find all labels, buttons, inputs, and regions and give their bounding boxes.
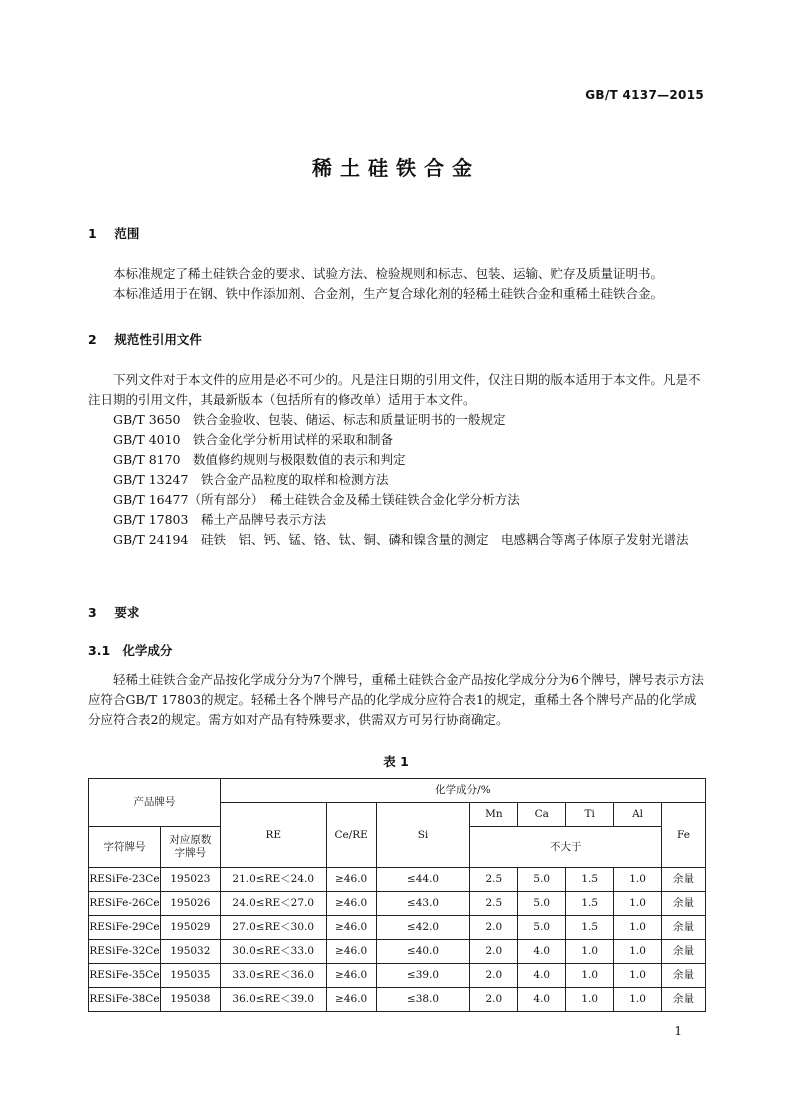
reference-item: GB/T 16477（所有部分） 稀土硅铁合金及稀土镁硅铁合金化学分析方法: [113, 492, 520, 507]
cell-ce-re: ≥46.0: [326, 868, 376, 892]
cell-al: 1.0: [614, 892, 662, 916]
reference-item: GB/T 4010 铁合金化学分析用试样的采取和制备: [113, 432, 394, 447]
cell-ti: 1.5: [566, 916, 614, 940]
table-row: [89, 892, 706, 916]
table-row: [89, 940, 706, 964]
subsection-number: 3.1: [88, 643, 111, 658]
cell-fe: 余量: [662, 916, 706, 940]
header-si: Si: [376, 803, 470, 868]
cell-mn: 2.0: [470, 964, 518, 988]
table-caption: 表 1: [383, 754, 409, 769]
header-ca: Ca: [518, 803, 566, 827]
cell-re: 30.0≤RE＜33.0: [220, 940, 326, 964]
cell-ti: 1.0: [566, 988, 614, 1012]
cell-char-grade: RESiFe-35Ce: [89, 964, 161, 988]
reference-item: GB/T 13247 铁合金产品粒度的取样和检测方法: [113, 472, 389, 487]
cell-ca: 5.0: [518, 868, 566, 892]
cell-fe: 余量: [662, 868, 706, 892]
cell-mn: 2.5: [470, 892, 518, 916]
section-2-body: [88, 370, 706, 550]
cell-re: 33.0≤RE＜36.0: [220, 964, 326, 988]
cell-ca: 5.0: [518, 892, 566, 916]
cell-mn: 2.0: [470, 940, 518, 964]
cell-ti: 1.5: [566, 892, 614, 916]
cell-si: ≤39.0: [376, 964, 470, 988]
cell-si: ≤43.0: [376, 892, 470, 916]
header-re: RE: [220, 803, 326, 868]
standard-number: GB/T 4137—2015: [585, 88, 704, 102]
reference-item: GB/T 17803 稀土产品牌号表示方法: [113, 512, 326, 527]
cell-ce-re: ≥46.0: [326, 916, 376, 940]
table-row: [89, 916, 706, 940]
cell-char-grade: RESiFe-26Ce: [89, 892, 161, 916]
cell-char-grade: RESiFe-23Ce: [89, 868, 161, 892]
cell-digit-grade: 195032: [160, 940, 220, 964]
cell-al: 1.0: [614, 868, 662, 892]
paragraph: 轻稀土硅铁合金产品按化学成分分为7个牌号，重稀土硅铁合金产品按化学成分分为6个牌号，牌号表示方法应符合GB/T 17803的规定。轻稀土各个牌号产品的化学成分应符合表1的规定，重稀土各个牌号产品的化学成分应符合表2的规定。需方如对产品有特殊要求，供需双方可另行协商确定。: [88, 672, 704, 727]
cell-ti: 1.5: [566, 868, 614, 892]
header-mn: Mn: [470, 803, 518, 827]
reference-item: GB/T 8170 数值修约规则与极限数值的表示和判定: [113, 452, 406, 467]
cell-re: 21.0≤RE＜24.0: [220, 868, 326, 892]
section-number: 3: [88, 605, 97, 620]
cell-si: ≤44.0: [376, 868, 470, 892]
section-number: 1: [88, 226, 97, 241]
cell-fe: 余量: [662, 940, 706, 964]
section-title: 范围: [114, 226, 140, 241]
chemical-composition-table: [88, 778, 706, 1012]
cell-ti: 1.0: [566, 940, 614, 964]
cell-ce-re: ≥46.0: [326, 892, 376, 916]
cell-digit-grade: 195023: [160, 868, 220, 892]
cell-ti: 1.0: [566, 964, 614, 988]
section-3-1-body: [88, 670, 706, 730]
cell-digit-grade: 195035: [160, 964, 220, 988]
header-ce-re: Ce/RE: [326, 803, 376, 868]
header-not-more-than: 不大于: [470, 827, 662, 868]
cell-re: 27.0≤RE＜30.0: [220, 916, 326, 940]
cell-fe: 余量: [662, 988, 706, 1012]
header-digit-grade: 对应原数字牌号: [160, 827, 220, 868]
table-row: [89, 964, 706, 988]
header-fe: Fe: [662, 803, 706, 868]
table-row: [89, 988, 706, 1012]
header-ti: Ti: [566, 803, 614, 827]
section-1-body: [88, 264, 706, 304]
table-row: [89, 868, 706, 892]
paragraph: 本标准适用于在钢、铁中作添加剂、合金剂，生产复合球化剂的轻稀土硅铁合金和重稀土硅铁合金。: [113, 286, 664, 301]
cell-si: ≤40.0: [376, 940, 470, 964]
paragraph: 本标准规定了稀土硅铁合金的要求、试验方法、检验规则和标志、包装、运输、贮存及质量证明书。: [113, 266, 664, 281]
cell-mn: 2.0: [470, 916, 518, 940]
cell-digit-grade: 195026: [160, 892, 220, 916]
cell-si: ≤42.0: [376, 916, 470, 940]
cell-si: ≤38.0: [376, 988, 470, 1012]
cell-ce-re: ≥46.0: [326, 988, 376, 1012]
document-title: 稀土硅铁合金: [312, 156, 480, 180]
cell-ca: 4.0: [518, 964, 566, 988]
cell-re: 24.0≤RE＜27.0: [220, 892, 326, 916]
cell-ca: 4.0: [518, 988, 566, 1012]
header-char-grade: 字符牌号: [89, 827, 161, 868]
section-3-1-heading: [88, 641, 172, 659]
header-chemical-composition: 化学成分/%: [220, 779, 705, 803]
section-number: 2: [88, 332, 97, 347]
header-al: Al: [614, 803, 662, 827]
cell-fe: 余量: [662, 892, 706, 916]
cell-char-grade: RESiFe-29Ce: [89, 916, 161, 940]
cell-digit-grade: 195029: [160, 916, 220, 940]
cell-ce-re: ≥46.0: [326, 964, 376, 988]
cell-digit-grade: 195038: [160, 988, 220, 1012]
paragraph: 下列文件对于本文件的应用是必不可少的。凡是注日期的引用文件，仅注日期的版本适用于本文件。凡是不注日期的引用文件，其最新版本（包括所有的修改单）适用于本文件。: [88, 372, 701, 407]
section-3-heading: [88, 603, 139, 621]
section-2-heading: [88, 330, 202, 348]
subsection-title: 化学成分: [122, 643, 173, 658]
cell-char-grade: RESiFe-32Ce: [89, 940, 161, 964]
cell-ca: 4.0: [518, 940, 566, 964]
cell-al: 1.0: [614, 964, 662, 988]
cell-mn: 2.0: [470, 988, 518, 1012]
cell-al: 1.0: [614, 988, 662, 1012]
reference-item: GB/T 3650 铁合金验收、包装、储运、标志和质量证明书的一般规定: [113, 412, 506, 427]
cell-al: 1.0: [614, 916, 662, 940]
section-title: 规范性引用文件: [114, 332, 202, 347]
page-number: 1: [674, 1024, 682, 1038]
section-title: 要求: [114, 605, 140, 620]
reference-item: GB/T 24194 硅铁 铝、钙、锰、铬、钛、铜、磷和镍含量的测定 电感耦合等离子体原子发射光谱法: [113, 532, 689, 547]
section-1-heading: [88, 224, 139, 242]
cell-re: 36.0≤RE＜39.0: [220, 988, 326, 1012]
cell-al: 1.0: [614, 940, 662, 964]
header-product-grade: 产品牌号: [89, 779, 221, 827]
cell-fe: 余量: [662, 964, 706, 988]
cell-char-grade: RESiFe-38Ce: [89, 988, 161, 1012]
cell-mn: 2.5: [470, 868, 518, 892]
cell-ca: 5.0: [518, 916, 566, 940]
cell-ce-re: ≥46.0: [326, 940, 376, 964]
